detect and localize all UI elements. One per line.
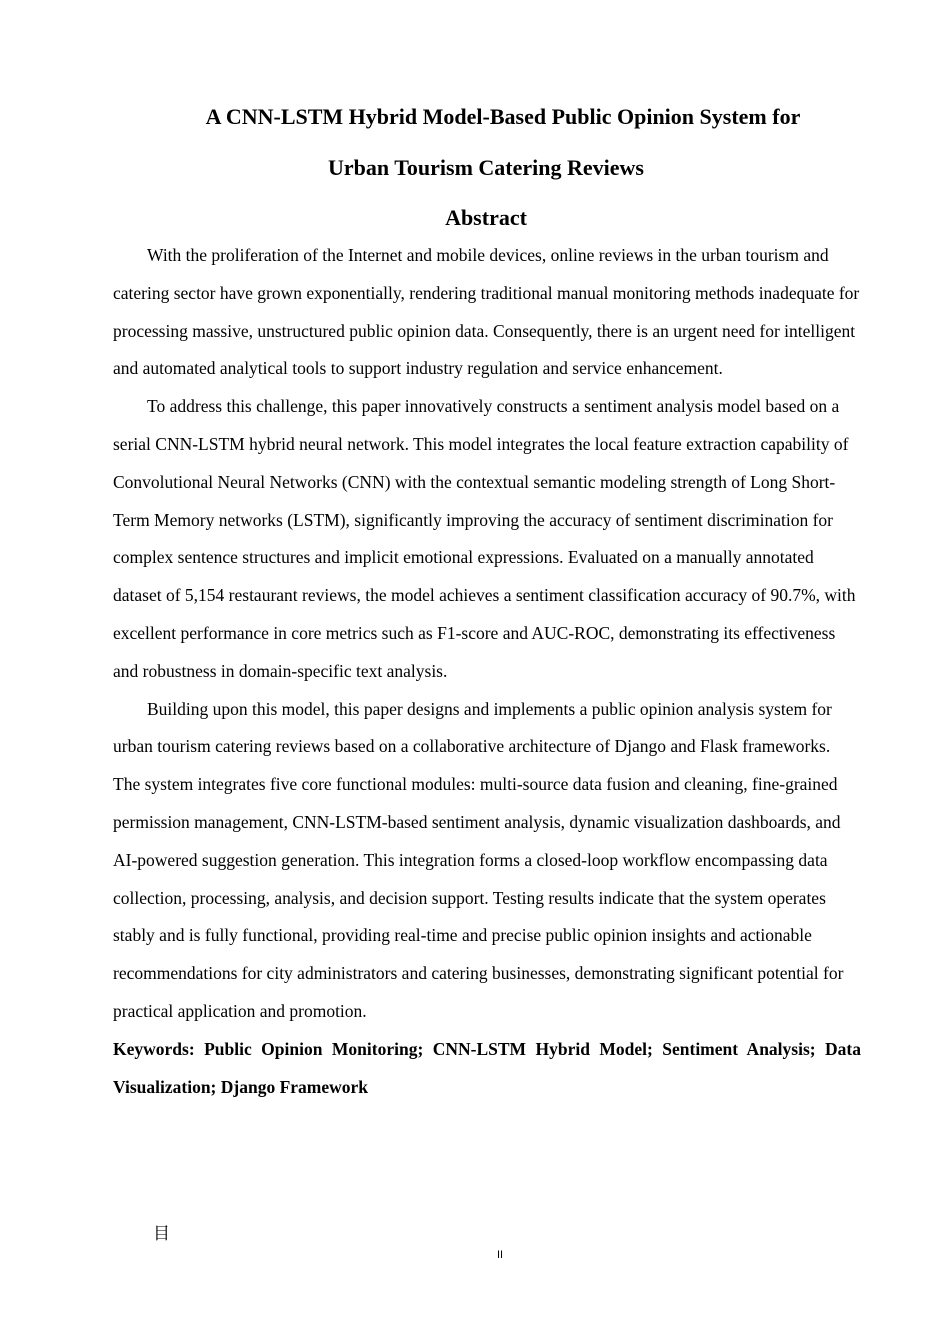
abstract-paragraph-3: Building upon this model, this paper designs and implements a public opinion analysis system for urban tourism catering reviews based on a collaborative architecture of Django and Flask frameworks. The system integrates five core functional modules: multi-source data fusion and cleaning, fine-grained permission management, CNN-LSTM-based sentiment analysis, dynamic visualization dashboards, and AI-powered suggestion generation. This integration forms a closed-loop workflow encompassing data collection, processing, analysis, and decision support. Testing results indicate that the system operates stably and is fully functional, providing real-time and precise public opinion insights and actionable recommendations for city administrators and catering businesses, demonstrating significant potential for practical application and promotion. xyxy=(113,698,844,1021)
abstract-paragraph-2: To address this challenge, this paper innovatively constructs a sentiment analysis model based on a serial CNN-LSTM hybrid neural network. This model integrates the local feature extraction capability of Convolutional Neural Networks (CNN) with the contextual semantic modeling strength of Long Short-Term Memory networks (LSTM), significantly improving the accuracy of sentiment discrimination for complex sentence structures and implicit emotional expressions. Evaluated on a manually annotated dataset of 5,154 restaurant reviews, the model achieves a sentiment classification accuracy of 90.7%, with excellent performance in core metrics such as F1-score and AUC-ROC, demonstrating its effectiveness and robustness in domain-specific text analysis. xyxy=(113,396,856,681)
paper-title-line-2: Urban Tourism Catering Reviews xyxy=(328,155,644,180)
abstract-paragraph-1: With the proliferation of the Internet and mobile devices, online reviews in the urban tourism and catering sector have grown exponentially, rendering traditional manual monitoring methods inadequate for processing massive, unstructured public opinion data. Consequently, there is an urgent need for intelligent and automated analytical tools to support industry regulation and service enhancement. xyxy=(113,245,860,379)
abstract-heading: Abstract xyxy=(445,205,527,230)
abstract-body xyxy=(113,237,861,1106)
page-number: II xyxy=(496,1249,504,1261)
keywords: Keywords: Public Opinion Monitoring; CNN-LSTM Hybrid Model; Sentiment Analysis; Data Visualization; Django Framework xyxy=(113,1038,861,1097)
toc-heading-fragment: 目 xyxy=(153,1224,170,1244)
paper-title-line-1: A CNN-LSTM Hybrid Model-Based Public Opinion System for xyxy=(205,104,801,129)
